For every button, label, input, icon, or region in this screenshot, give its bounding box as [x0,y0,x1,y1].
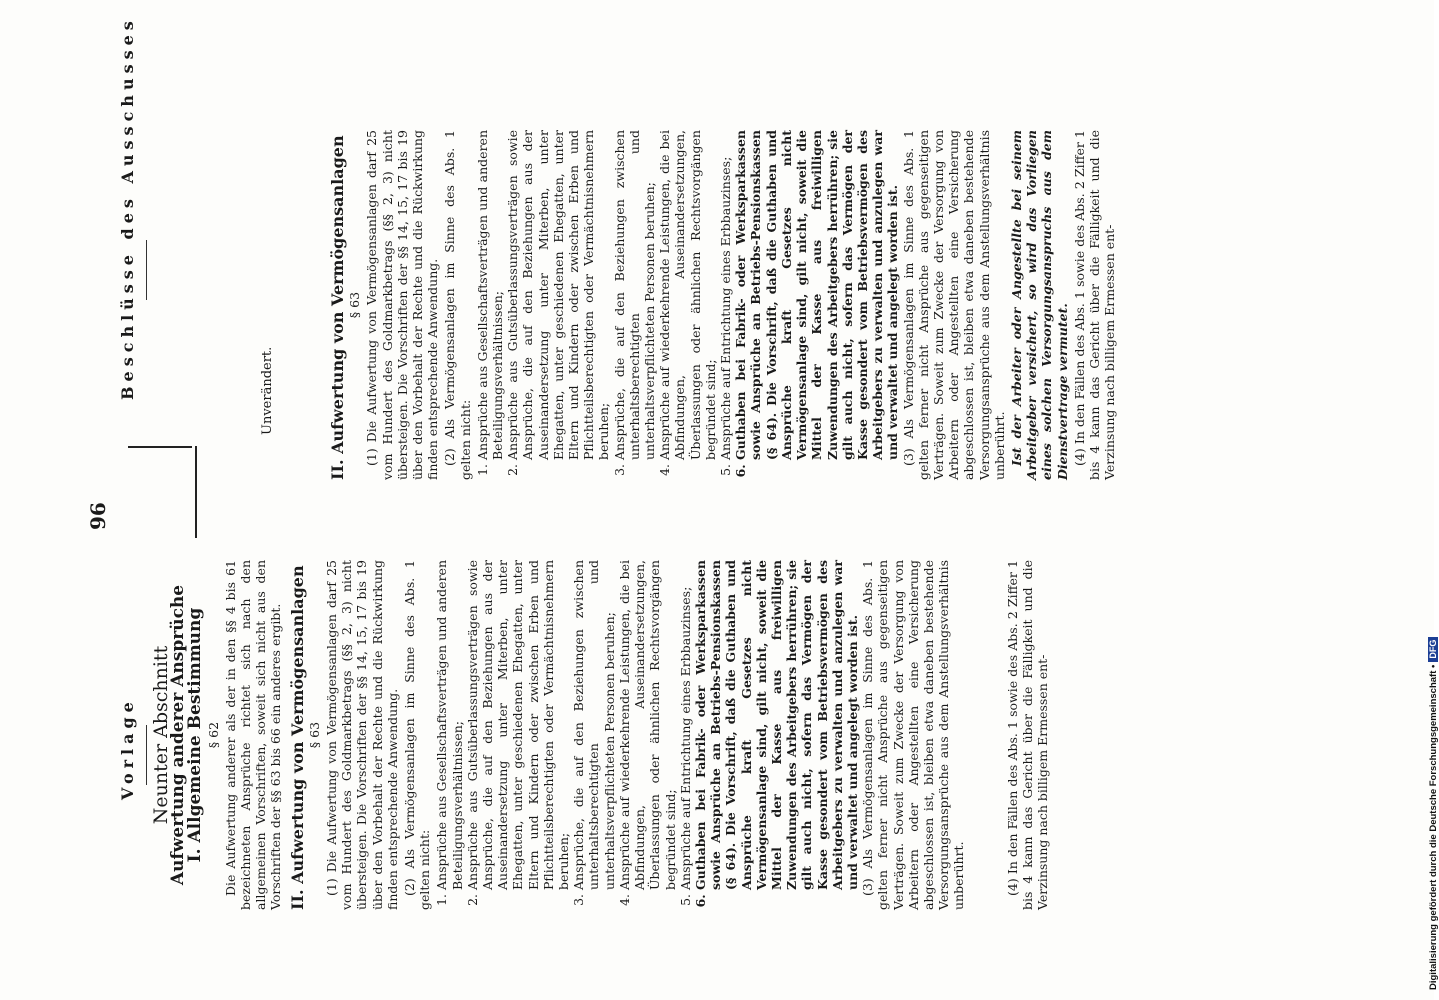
header-beschluesse: Beschlüsse des Ausschusses [118,16,137,400]
absatz-3: (3) Als Vermögensanlagen im Sinne des Abs. 1 gelten ferner nicht Ansprüche aus gegenseitigen Verträgen. Soweit zum Zwecke der Versorgung von Arbeitern oder Angestellten eine Versicherung abgeschlossen ist, bleiben etwa daneben bestehende Versorgungsansprüche aus dem Anstellungsverhältnis unberührt. [860,560,967,910]
dfg-logo: DFG [1428,637,1438,662]
absatz-3-right: (3) Als Vermögensanlagen im Sinne des Abs. 1 gelten ferner nicht Ansprüche aus gegenseitigen Verträgen. Soweit zum Zwecke der Versorgung von Arbeitern oder Angestellten eine Versicherung abgeschlossen ist, bleiben etwa daneben bestehende Versorgungsansprüche aus dem Anstellungsverhältnis unberührt. [900,130,1007,480]
subsection-1-heading: I. Allgemeine Bestimmung [185,607,206,863]
unchanged-note: Unverändert. [260,346,275,435]
paragraph-63-label-right: § 63 [347,291,363,319]
column-vorlage [148,560,1052,910]
dfg-funding-note [1428,637,1439,990]
list-item: 4. Ansprüche auf wiederkehrende Leistungen, die bei Abfindungen, Auseinandersetzungen, Überlassungen oder ähnlichen Rechtsvorgängen begründet sind; [657,130,718,460]
page-number: 96 [86,502,110,530]
column-beschluesse [270,130,1119,480]
list-item: 5. Ansprüche auf Entrichtung eines Erbbauzinses; [718,130,733,460]
inserted-sentence: Ist der Arbeiter oder Angestellte bei seinem Arbeitgeber versichert, so wird das Vorliegen eines solchen Versorgungsanspruchs aus dem Dienstvertrage vermutet. [1008,130,1070,480]
header-rule-left [146,725,147,785]
absatz-2: (2) Als Vermögensanlagen im Sinne des Abs. 1 gelten nicht: [402,560,433,910]
brace-bracket [128,446,192,538]
header-rule-right [146,240,147,300]
list-item: 5. Ansprüche auf Entrichtung eines Erbbauzinses; [678,560,693,890]
absatz-4-right: (4) In den Fällen des Abs. 1 sowie des Abs. 2 Ziffer 1 bis 4 kann das Gericht über die Fälligkeit und die Verzinsung nach billigem Ermessen ent- [1071,130,1118,480]
header-vorlage: Vorlage [118,697,137,800]
brace-line [195,446,197,538]
absatz-1: (1) Die Aufwertung von Vermögensanlagen darf 25 vom Hundert des Goldmarkbetrags (§§ 2, 3) nicht übersteigen. Die Vorschriften der §§ 14, 15, 17 bis 19 über den Vorbehalt der Rechte und die Rückwirkung finden entsprechende Anwendung. [324,560,400,910]
list-item: 6. Guthaben bei Fabrik- oder Werksparkassen sowie Ansprüche an Betriebs-Pensionskassen (§ 64). Die Vorschrift, daß die Guthaben und Ansprüche kraft Gesetzes nicht Vermögensanlage sind, gilt nicht, soweit die Mittel der Kasse aus freiwilligen Zuwendungen des Arbeitgebers herrühren; sie gilt auch nicht, sofern das Vermögen der Kasse gesondert vom Betriebsvermögen des Arbeitgebers zu verwalten und anzulegen war und verwaltet und angelegt worden ist. [693,560,860,890]
section-title: Aufwertung anderer Ansprüche [168,584,189,886]
abschnitt-title: Neunter Abschnitt [150,645,172,825]
list-item: 1. Ansprüche aus Gesellschaftsverträgen und anderen Beteiligungsverhältnissen; [434,560,464,890]
funding-text: Digitalisierung gefördert durch die Deutsche Forschungsgemeinschaft • [1428,664,1439,990]
absatz-1-right: (1) Die Aufwertung von Vermögensanlagen darf 25 vom Hundert des Goldmarkbetrags (§§ 2, 3) nicht übersteigen. Die Vorschriften der §§ 14, 15, 17 bis 19 über den Vorbehalt der Rechte und die Rückwirkung finden entsprechende Anwendung. [364,130,441,480]
subsection-2-heading: II. Aufwertung von Vermögensanlagen [287,565,307,910]
paragraph-62-text: Die Aufwertung anderer als der in den §§ 4 bis 61 bezeichneten Ansprüche richtet sich nach den allgemeinen Vorschriften, soweit sich nicht aus den Vorschriften der §§ 63 bis 66 ein anderes ergibt. [222,560,284,910]
paragraph-63-label: § 63 [306,721,322,749]
subsection-2-heading-right: II. Aufwertung von Vermögensanlagen [328,135,347,480]
paragraph-62-label: § 62 [205,721,221,749]
absatz-2-right: (2) Als Vermögensanlagen im Sinne des Abs. 1 gelten nicht: [442,130,473,480]
list-item: 3. Ansprüche, die auf den Beziehungen zwischen unterhaltsberechtigten und unterhaltsverpflichteten Personen beruhen; [571,560,617,890]
list-item: 2. Ansprüche aus Gutsüberlassungsverträgen sowie Ansprüche, die auf den Beziehungen aus der Auseinandersetzung unter Miterben, unter Ehegatten, unter geschiedenen Ehegatten, unter Eltern und Kindern oder zwischen Erben und Pflichtteilsberechtigten oder Vermächtnisnehmern beruhen; [505,130,611,460]
list-item: 2. Ansprüche aus Gutsüberlassungsverträgen sowie Ansprüche, die auf den Beziehungen aus der Auseinandersetzung unter Miterben, unter Ehegatten, unter geschiedenen Ehegatten, unter Eltern und Kindern oder zwischen Erben und Pflichtteilsberechtigten oder Vermächtnisnehmern beruhen; [465,560,571,890]
absatz-4: (4) In den Fällen des Abs. 1 sowie des Abs. 2 Ziffer 1 bis 4 kann das Gericht über die Fälligkeit und die Verzinsung nach billigem Ermessen ent- [1004,560,1050,910]
list-item: 4. Ansprüche auf wiederkehrende Leistungen, die bei Abfindungen, Auseinandersetzungen, Überlassungen oder ähnlichen Rechtsvorgängen begründet sind; [617,560,678,890]
list-item: 3. Ansprüche, die auf den Beziehungen zwischen unterhaltsberechtigten und unterhaltsverpflichteten Personen beruhen; [612,130,658,460]
list-item: 1. Ansprüche aus Gesellschaftsverträgen und anderen Beteiligungsverhältnissen; [475,130,505,460]
list-item: 6. Guthaben bei Fabrik- oder Werksparkassen sowie Ansprüche an Betriebs-Pensionskassen (§ 64). Die Vorschrift, daß die Guthaben und Ansprüche kraft Gesetzes nicht Vermögensanlage sind, gilt nicht, soweit die Mittel der Kasse aus freiwilligen Zuwendungen des Arbeitgebers herrühren; sie gilt auch nicht, sofern das Vermögen der Kasse gesondert vom Betriebsvermögen des Arbeitgebers zu verwalten und anzulegen war und verwaltet und angelegt worden ist. [733,130,900,460]
